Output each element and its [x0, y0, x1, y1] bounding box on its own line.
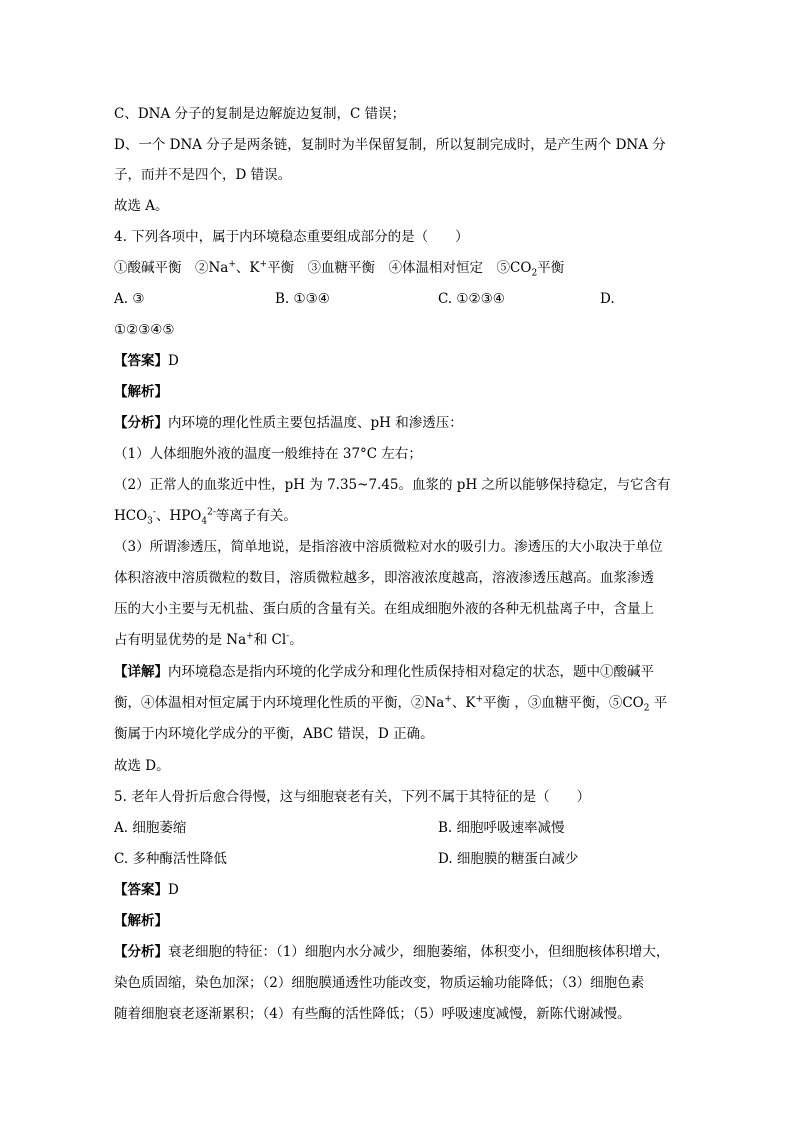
q5-option-c: C. 多种酶活性降低 [114, 851, 227, 867]
q5-option-a: A. 细胞萎缩 [114, 820, 187, 836]
q5-option-b: B. 细胞呼吸速率减慢 [438, 820, 565, 836]
prev-choice: 故选 A。 [114, 198, 169, 214]
q4-option-b: B. ①③④ [275, 291, 330, 307]
q4-point-3-line-4: 占有明显优势的是 Na+和 Cl-。 [114, 631, 303, 648]
q4-point-1: （1）人体细胞外液的温度一般维持在 37°C 左右； [114, 446, 422, 462]
q4-point-2: （2）正常人的血浆近中性，pH 为 7.35~7.45。血浆的 pH 之所以能够保持稳定，与它含有 [114, 477, 671, 493]
q5-jiexi-heading: 【解析】 [114, 913, 168, 929]
prev-option-c-text: C、DNA 分子的复制是边解旋边复制，C 错误； [114, 106, 406, 122]
prev-option-d-text-1: D、一个 DNA 分子是两条链，复制时为半保留复制，所以复制完成时，是产生两个 DNA 分 [114, 137, 666, 153]
q5-stem: 5. 老年人骨折后愈合得慢，这与细胞衰老有关，下列不属于其特征的是（ ） [114, 789, 591, 805]
q4-point-2-cont: $HCO_3^-$、$HPO_4^{2-}$等离子有关。 [114, 507, 297, 527]
prev-option-d-text-2: 子，而并不是四个，D 错误。 [114, 167, 292, 183]
q4-option-c: C. ①②③④ [438, 291, 505, 307]
q4-point-3-line-2: 体积溶液中溶质微粒的数目，溶质微粒越多，即溶液浓度越高，溶液渗透压越高。血浆渗透 [114, 570, 654, 586]
q4-option-d: D. [600, 291, 615, 307]
q4-fenxi: 【分析】内环境的理化性质主要包括温度、pH 和渗透压： [114, 415, 463, 431]
q4-point-3-line-1: （3）所谓渗透压，简单地说，是指溶液中溶质微粒对水的吸引力。渗透压的大小取决于单位 [114, 539, 663, 555]
q5-option-d: D. 细胞膜的糖蛋白减少 [438, 851, 579, 867]
q4-items: ①酸碱平衡 ②Na+、K+平衡 ③血糖平衡 ④体温相对恒定 $⑤CO_2$平衡 [114, 259, 565, 279]
q5-fenxi-line-2: 染色质固缩，染色加深；（2）细胞膜通透性功能改变，物质运输功能降低；（3）细胞色素 [114, 975, 645, 991]
q5-answer: 【答案】D [114, 882, 179, 898]
q4-jiexi-heading: 【解析】 [114, 384, 168, 400]
q4-option-d-cont: ①②③④⑤ [114, 322, 175, 338]
q4-choice: 故选 D。 [114, 758, 170, 774]
q4-option-a: A. ③ [114, 291, 145, 307]
q5-fenxi-line-3: 随着细胞衰老逐渐累积；（4）有些酶的活性降低；（5）呼吸速度减慢，新陈代谢减慢。 [114, 1006, 631, 1022]
q4-stem: 4. 下列各项中，属于内环境稳态重要组成部分的是（ ） [114, 229, 469, 245]
q4-point-3-line-3: 压的大小主要与无机盐、蛋白质的含量有关。在组成细胞外液的各种无机盐离子中，含量上 [114, 601, 654, 617]
q5-fenxi-line-1: 【分析】衰老细胞的特征：（1）细胞内水分减少，细胞萎缩，体积变小，但细胞核体积增大， [114, 944, 670, 960]
q4-xiangjie-line-2: 衡，④体温相对恒定属于内环境理化性质的平衡，②Na+、K+平衡 ，③血糖平衡，$⑤CO_2$ 平 [114, 694, 668, 714]
q4-answer: 【答案】D [114, 353, 179, 369]
q4-xiangjie-line-1: 【详解】内环境稳态是指内环境的化学成分和理化性质保持相对稳定的状态，题中①酸碱平 [114, 664, 654, 680]
q4-xiangjie-line-3: 衡属于内环境化学成分的平衡，ABC 错误，D 正确。 [114, 726, 434, 742]
